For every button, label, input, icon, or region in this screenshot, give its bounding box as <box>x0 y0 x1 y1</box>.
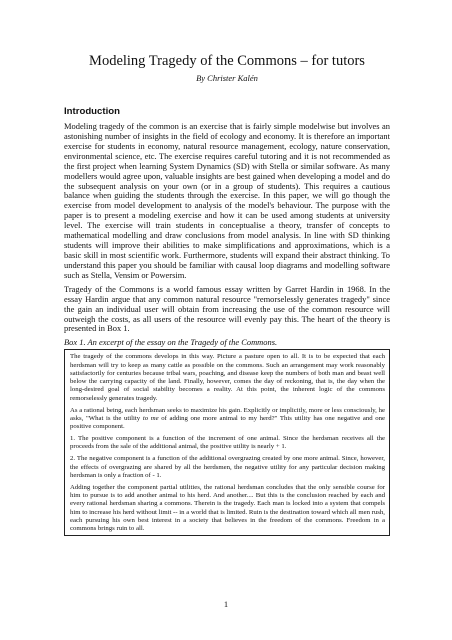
intro-paragraph-1: Modeling tragedy of the common is an exercise that is fairly simple modelwise but involves an astonishing number of insights in the field of ecology and economy. It is therefore an important exercise for students in economy, natural resource management, ecology, nature conservation, environmental science, etc. The exercise requires careful tutoring and it is not recommended as the first project when learning System Dynamics (SD) with Stella or similar software. As many modellers would agree upon, valuable insights are best gained when developing a model and do the subsequent analysis on your own (or in a group of students). This requires a cautious balance when guiding the students through the exercise. In this paper, we will go though the exercise from model development to analysis of the model's behaviour. The purpose with the paper is to present a modeling exercise and how it can be used among students at university level. The exercise will train students in conceptualise a theory, transfer of concepts to mathematical modelling and draw conclusions from model analysis. In line with SD thinking students will improve their abilities to make simplifications and approximations, which is a basic skill in most scientific work. Furthermore, students will expand their abstract thinking. To understand this paper you should be familiar with causal loop diagrams and modelling software such as Stella, Vensim or Powersim. <box>64 121 390 280</box>
box-paragraph-text: Adding together the component partial utilities, the rational herdsman concludes that the only sensible course for him to pursue is to add another animal to his herd. And another.... But this is the conclusion reached by each and every rational herdsman sharing a commons. Therein is the tragedy. Each man is locked into a system that compels him to increase his herd without limit -- in a world that is limited. Ruin is the destination toward which all men rush, each pursuing his own best interest in a society that believes in the freedom of the commons. Freedom in a commons brings ruin to all. <box>70 483 385 533</box>
box-paragraph-text: The tragedy of the commons develops in this way. Picture a pasture open to all. It is to be expected that each herdsman will try to keep as many cattle as possible on the commons. Such an arrangement may work reasonably satisfactorily for centuries because tribal wars, poaching, and disease keep the numbers of both man and beast well below the carrying capacity of the land. Finally, however, comes the day of reckoning, that is, the day when the long-desired goal of social stability becomes a reality. At this point, the inherent logic of the commons remorselessly generates tragedy. <box>70 353 385 402</box>
box-paragraph-text: 2. The negative component is a function of the additional overgrazing created by one more animal. Since, however, the effects of overgrazing are shared by all the herdsmen, the negative utility for any particular decision making herdsman is only a fraction of - 1. <box>70 455 385 479</box>
document-title: Modeling Tragedy of the Commons – for tutors <box>89 53 365 69</box>
box-paragraph-1 <box>70 353 385 403</box>
author-line: By Christer Kalén <box>196 73 258 83</box>
box-caption: Box 1. An excerpt of the essay on the Tragedy of the Commons. <box>64 337 278 348</box>
section-heading-introduction: Introduction <box>64 106 120 117</box>
box-paragraph-text: 1. The positive component is a function of the increment of one animal. Since the herdsman receives all the proceeds from the sale of the additional animal, the positive utility is nearly + 1. <box>70 435 385 451</box>
box-paragraph-2 <box>70 407 385 432</box>
box-emphasis-text: to me <box>142 414 159 422</box>
intro-paragraph-2: Tragedy of the Commons is a world famous essay written by Garret Hardin in 1968. In the essay Hardin argue that any common natural resource "remorselessly generates tragedy" since the gain an individual user will obtain from increasing the use of the common resource will outweigh the costs, as all users of the resource will evenly pay this. The heart of the theory is presented in Box 1. <box>64 283 390 334</box>
box-paragraph-3 <box>70 435 385 452</box>
box-paragraph-text: of adding one more animal to my herd?" This utility has one negative and one positive component. <box>70 414 386 431</box>
box-paragraph-5 <box>70 484 385 534</box>
box-paragraph-4 <box>70 455 385 480</box>
essay-excerpt-box <box>64 349 390 536</box>
box-paragraph-text: As a rational being, each herdsman seeks to maximize his gain. Explicitly or implicitly, more or less consciously, he asks, "What is the utility <box>70 406 385 422</box>
page-number: 1 <box>223 599 229 609</box>
